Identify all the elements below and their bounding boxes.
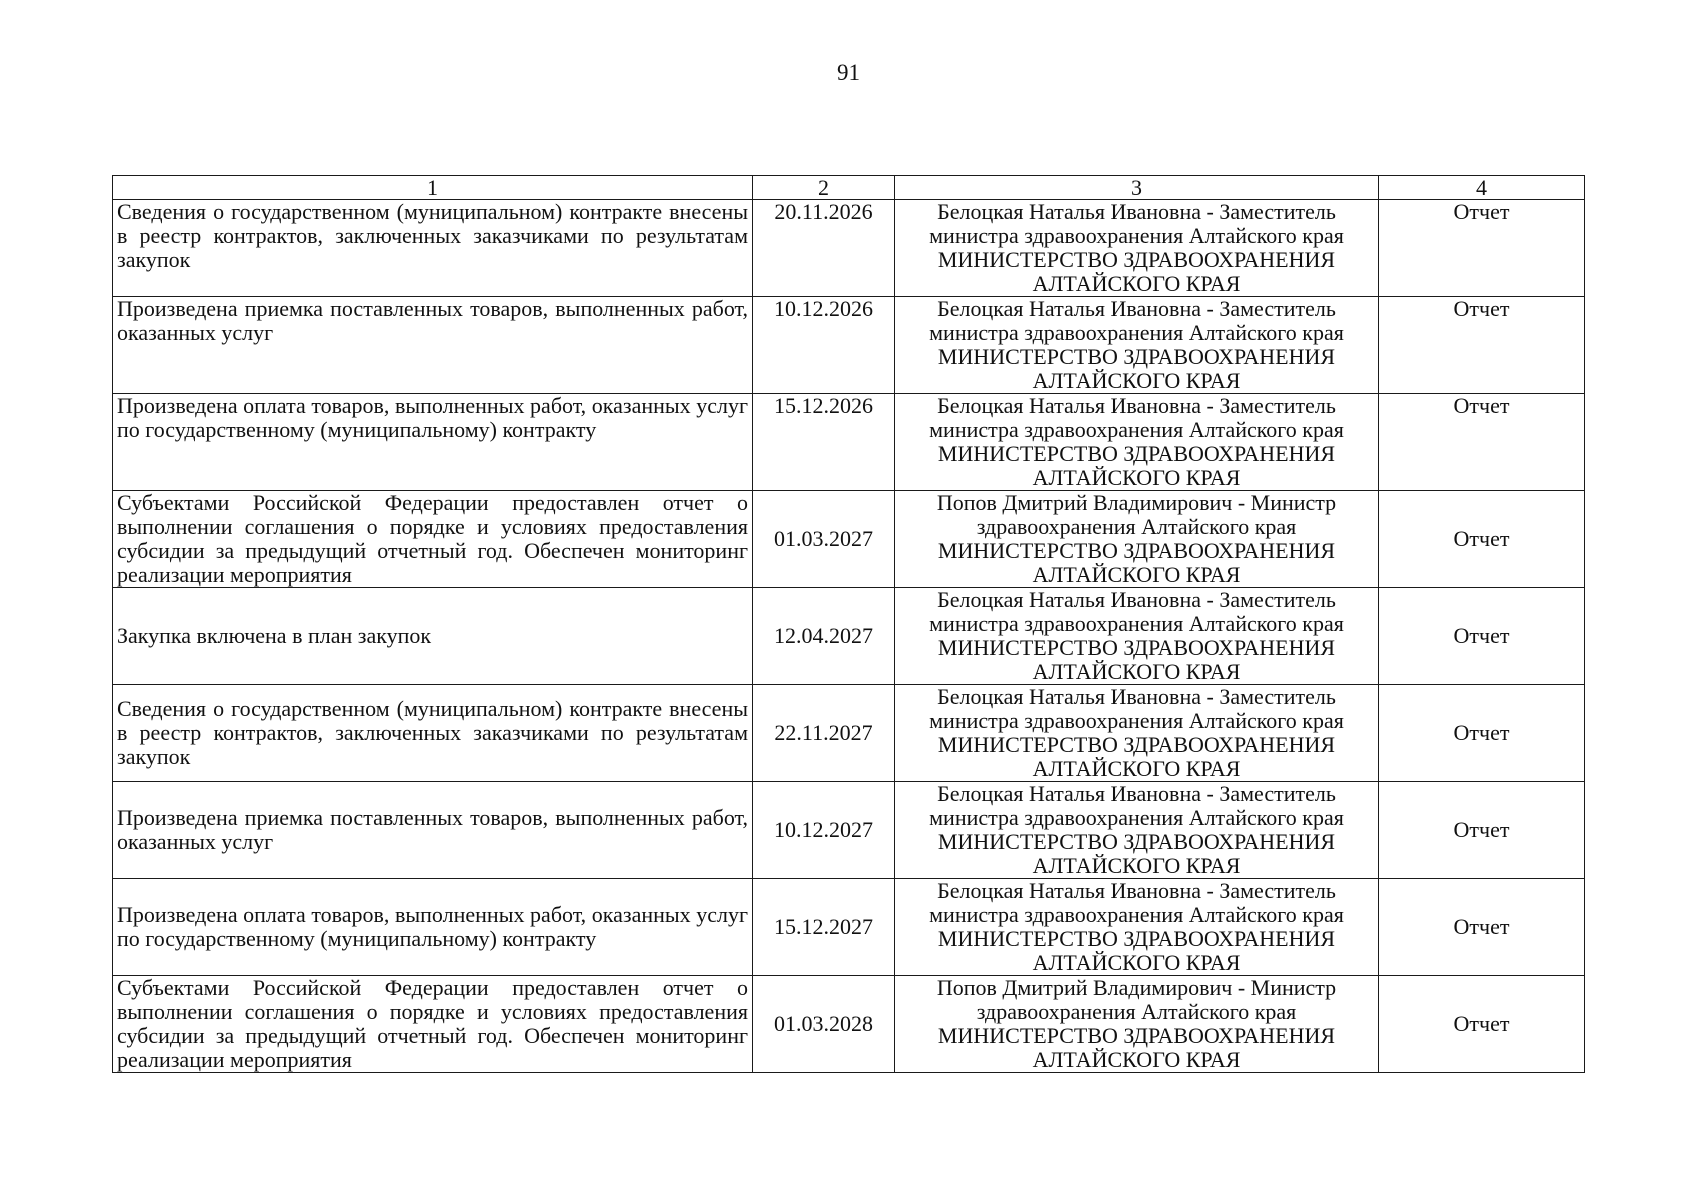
responsible-person: Белоцкая Наталья Ивановна - Заместитель министра здравоохранения Алтайского края xyxy=(929,684,1344,733)
event-date: 10.12.2026 xyxy=(753,297,895,394)
table-row xyxy=(113,394,1585,491)
event-description: Произведена приемка поставленных товаров, выполненных работ, оказанных услуг xyxy=(113,782,753,879)
event-description: Произведена оплата товаров, выполненных работ, оказанных услуг по государственному (муниципальному) контракту xyxy=(113,879,753,976)
document-type: Отчет xyxy=(1379,491,1585,588)
responsible-person: Белоцкая Наталья Ивановна - Заместитель министра здравоохранения Алтайского края xyxy=(929,878,1344,927)
document-type: Отчет xyxy=(1379,782,1585,879)
responsible-person: Белоцкая Наталья Ивановна - Заместитель министра здравоохранения Алтайского края xyxy=(929,393,1344,442)
event-description: Закупка включена в план закупок xyxy=(113,588,753,685)
responsible-cell xyxy=(895,976,1379,1073)
responsible-organization: МИНИСТЕРСТВО ЗДРАВООХРАНЕНИЯ АЛТАЙСКОГО КРАЯ xyxy=(937,732,1336,781)
event-date: 15.12.2026 xyxy=(753,394,895,491)
event-date: 10.12.2027 xyxy=(753,782,895,879)
event-description: Произведена оплата товаров, выполненных работ, оказанных услуг по государственному (муниципальному) контракту xyxy=(113,394,753,491)
table-row xyxy=(113,297,1585,394)
table-row xyxy=(113,491,1585,588)
event-description: Сведения о государственном (муниципальном) контракте внесены в реестр контрактов, заключенных заказчиками по результатам закупок xyxy=(113,200,753,297)
table-row xyxy=(113,976,1585,1073)
responsible-cell xyxy=(895,491,1379,588)
column-header-2: 2 xyxy=(753,176,895,200)
responsible-cell xyxy=(895,297,1379,394)
event-date: 15.12.2027 xyxy=(753,879,895,976)
responsible-cell xyxy=(895,200,1379,297)
event-description: Субъектами Российской Федерации предоставлен отчет о выполнении соглашения о порядке и условиях предоставления субсидии за предыдущий отчетный год. Обеспечен мониторинг реализации мероприятия xyxy=(113,976,753,1073)
event-description: Субъектами Российской Федерации предоставлен отчет о выполнении соглашения о порядке и условиях предоставления субсидии за предыдущий отчетный год. Обеспечен мониторинг реализации мероприятия xyxy=(113,491,753,588)
responsible-cell xyxy=(895,782,1379,879)
table-row xyxy=(113,782,1585,879)
document-type: Отчет xyxy=(1379,200,1585,297)
responsible-person: Белоцкая Наталья Ивановна - Заместитель министра здравоохранения Алтайского края xyxy=(929,781,1344,830)
event-description: Сведения о государственном (муниципальном) контракте внесены в реестр контрактов, заключенных заказчиками по результатам закупок xyxy=(113,685,753,782)
responsible-organization: МИНИСТЕРСТВО ЗДРАВООХРАНЕНИЯ АЛТАЙСКОГО КРАЯ xyxy=(937,635,1336,684)
responsible-cell xyxy=(895,685,1379,782)
column-header-1: 1 xyxy=(113,176,753,200)
responsible-organization: МИНИСТЕРСТВО ЗДРАВООХРАНЕНИЯ АЛТАЙСКОГО КРАЯ xyxy=(937,344,1336,393)
document-type: Отчет xyxy=(1379,976,1585,1073)
document-type: Отчет xyxy=(1379,879,1585,976)
document-type: Отчет xyxy=(1379,685,1585,782)
responsible-cell xyxy=(895,588,1379,685)
column-header-3: 3 xyxy=(895,176,1379,200)
page-number: 91 xyxy=(837,60,860,85)
responsible-cell xyxy=(895,879,1379,976)
table-row xyxy=(113,879,1585,976)
control-points-table xyxy=(112,175,1585,1073)
document-type: Отчет xyxy=(1379,588,1585,685)
document-type: Отчет xyxy=(1379,394,1585,491)
responsible-organization: МИНИСТЕРСТВО ЗДРАВООХРАНЕНИЯ АЛТАЙСКОГО КРАЯ xyxy=(937,538,1336,587)
responsible-person: Попов Дмитрий Владимирович - Министр здравоохранения Алтайского края xyxy=(936,490,1337,539)
responsible-organization: МИНИСТЕРСТВО ЗДРАВООХРАНЕНИЯ АЛТАЙСКОГО КРАЯ xyxy=(937,926,1336,975)
table-row xyxy=(113,685,1585,782)
responsible-person: Белоцкая Наталья Ивановна - Заместитель министра здравоохранения Алтайского края xyxy=(929,296,1344,345)
event-date: 12.04.2027 xyxy=(753,588,895,685)
responsible-organization: МИНИСТЕРСТВО ЗДРАВООХРАНЕНИЯ АЛТАЙСКОГО КРАЯ xyxy=(937,441,1336,490)
responsible-organization: МИНИСТЕРСТВО ЗДРАВООХРАНЕНИЯ АЛТАЙСКОГО КРАЯ xyxy=(937,1023,1336,1072)
column-header-4: 4 xyxy=(1379,176,1585,200)
responsible-person: Белоцкая Наталья Ивановна - Заместитель министра здравоохранения Алтайского края xyxy=(929,587,1344,636)
table-row xyxy=(113,200,1585,297)
event-description: Произведена приемка поставленных товаров, выполненных работ, оказанных услуг xyxy=(113,297,753,394)
event-date: 01.03.2028 xyxy=(753,976,895,1073)
event-date: 20.11.2026 xyxy=(753,200,895,297)
responsible-organization: МИНИСТЕРСТВО ЗДРАВООХРАНЕНИЯ АЛТАЙСКОГО КРАЯ xyxy=(937,247,1336,296)
table-header-row xyxy=(113,176,1585,200)
responsible-cell xyxy=(895,394,1379,491)
event-date: 22.11.2027 xyxy=(753,685,895,782)
event-date: 01.03.2027 xyxy=(753,491,895,588)
responsible-person: Белоцкая Наталья Ивановна - Заместитель министра здравоохранения Алтайского края xyxy=(929,199,1344,248)
responsible-organization: МИНИСТЕРСТВО ЗДРАВООХРАНЕНИЯ АЛТАЙСКОГО КРАЯ xyxy=(937,829,1336,878)
table-row xyxy=(113,588,1585,685)
responsible-person: Попов Дмитрий Владимирович - Министр здравоохранения Алтайского края xyxy=(936,975,1337,1024)
document-type: Отчет xyxy=(1379,297,1585,394)
